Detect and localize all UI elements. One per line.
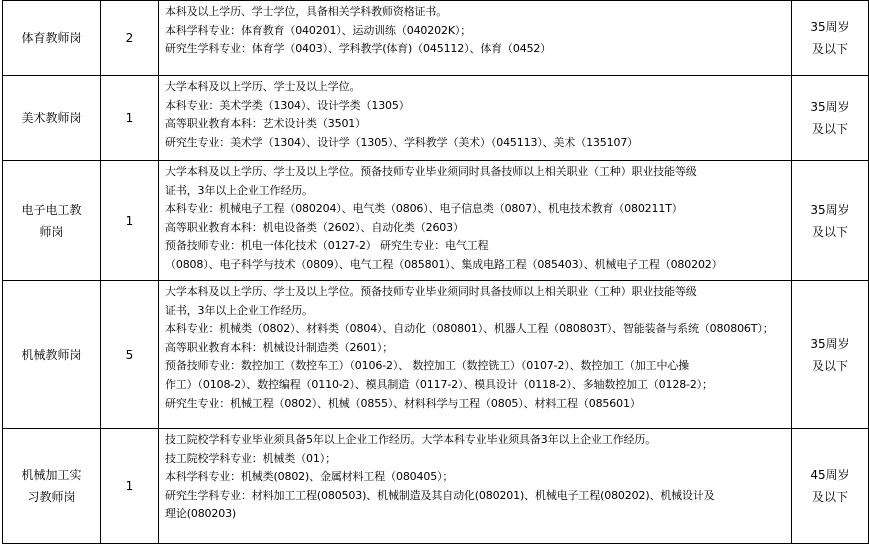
position-cell	[3, 1, 101, 76]
requirement-line: 预备技师专业：数控加工（数控车工）（0106-2）、 数控加工（数控铣工）（0107-2）、数控加工（加工中心操	[165, 359, 690, 373]
requirement-line: 技工院校学科专业毕业须具备5年以上企业工作经历。大学本科专业毕业须具备3年以上企业工作经历。	[165, 433, 657, 446]
requirement-line: 证书，3年以上企业工作经历。	[165, 183, 313, 197]
position-cell	[3, 161, 101, 281]
requirement-line: 研究生学科专业：体育学（0403）、学科教学(体育)（045112）、体育（0452）	[165, 42, 552, 56]
age-limit: 35周岁及以下	[810, 100, 850, 136]
requirements-cell	[159, 281, 792, 429]
table-row	[3, 161, 869, 281]
age-limit: 35周岁及以下	[810, 20, 850, 56]
position-name: 电子电工教师岗	[21, 202, 82, 239]
age-cell	[792, 429, 869, 544]
recruitment-table	[2, 0, 869, 544]
age-cell	[792, 281, 869, 429]
position-name: 美术教师岗	[21, 111, 82, 125]
requirement-line: （0808）、电子科学与技术（0809）、电气工程（085801）、集成电路工程（085403）、机械电子工程（080202）	[165, 257, 723, 271]
requirement-line: 技工院校学科专业：机械类（01）；	[165, 451, 336, 465]
position-cell	[3, 429, 101, 544]
count-cell	[101, 429, 159, 544]
requirement-line: 研究生专业：机械工程（0802）、机械（0855）、材料科学与工程（0805）、材料工程（085601）	[165, 396, 641, 410]
age-cell	[792, 76, 869, 161]
position-count: 1	[125, 213, 134, 228]
requirements-cell	[159, 76, 792, 161]
requirement-line: 本科及以上学历、学士学位，具备相关学科教师资格证书。	[165, 5, 448, 18]
count-cell	[101, 281, 159, 429]
requirement-line: 作工）（0108-2）、数控编程（0110-2）、模具制造（0117-2）、模具设计（0118-2）、多轴数控加工（0128-2）；	[165, 377, 713, 391]
age-limit: 45周岁及以下	[810, 468, 850, 504]
count-cell	[101, 161, 159, 281]
position-count: 5	[125, 347, 134, 362]
position-count: 1	[125, 479, 134, 493]
position-cell	[3, 76, 101, 161]
table-row	[3, 429, 869, 544]
position-name: 机械加工实习教师岗	[21, 468, 82, 504]
requirement-line: 本科专业：机械类（0802）、材料类（0804）、自动化（080801）、机器人工程（080803T）、智能装备与系统（080806T）；	[165, 322, 774, 336]
requirement-line: 本科学科专业：体育教育（040201）、运动训练（040202K）；	[165, 23, 472, 37]
position-name: 机械教师岗	[21, 347, 82, 362]
age-limit: 35周岁及以下	[810, 202, 850, 239]
age-cell	[792, 1, 869, 76]
requirements-cell	[159, 1, 792, 76]
table-row	[3, 1, 869, 76]
requirement-line: 大学本科及以上学历、学士及以上学位。预备技师专业毕业须同时具备技师以上相关职业（工种）职业技能等级	[165, 285, 697, 298]
position-cell	[3, 281, 101, 429]
age-limit: 35周岁及以下	[810, 336, 850, 373]
requirement-line: 本科专业：美术学类（1304）、设计学类（1305）	[165, 98, 410, 112]
requirement-line: 大学本科及以上学历、学士及以上学位。	[165, 80, 361, 93]
count-cell	[101, 1, 159, 76]
requirement-line: 本科学科专业：机械类(0802)、金属材料工程（080405）；	[165, 470, 454, 484]
requirements-cell	[159, 161, 792, 281]
requirement-line: 高等职业教育本科：机电设备类（2602）、自动化类（2603）	[165, 220, 464, 234]
count-cell	[101, 76, 159, 161]
table-row	[3, 76, 869, 161]
requirement-line: 证书，3年以上企业工作经历。	[165, 303, 313, 317]
position-count: 2	[125, 31, 134, 45]
requirement-line: 大学本科及以上学历、学士及以上学位。预备技师专业毕业须同时具备技师以上相关职业（工种）职业技能等级	[165, 165, 697, 178]
age-cell	[792, 161, 869, 281]
requirements-cell	[159, 429, 792, 544]
table-row	[3, 281, 869, 429]
requirement-line: 预备技师专业：机电一体化技术（0127-2） 研究生专业：电气工程	[165, 239, 489, 253]
position-name: 体育教师岗	[21, 31, 82, 45]
requirement-line: 本科专业：机械电子工程（080204）、电气类（0806）、电子信息类（0807）、机电技术教育（080211T）	[165, 202, 683, 216]
requirement-line: 理论(080203)	[165, 507, 237, 521]
requirement-line: 研究生学科专业：材料加工工程(080503)、机械制造及其自动化(080201)、机械电子工程(080202)、机械设计及	[165, 488, 715, 502]
position-count: 1	[125, 111, 134, 125]
requirement-line: 高等职业教育本科：艺术设计类（3501）	[165, 117, 366, 131]
requirement-line: 高等职业教育本科：机械设计制造类（2601）；	[165, 340, 394, 354]
requirement-line: 研究生专业：美术学（1304）、设计学（1305）、学科教学（美术）（045113）、美术（135107）	[165, 135, 639, 149]
